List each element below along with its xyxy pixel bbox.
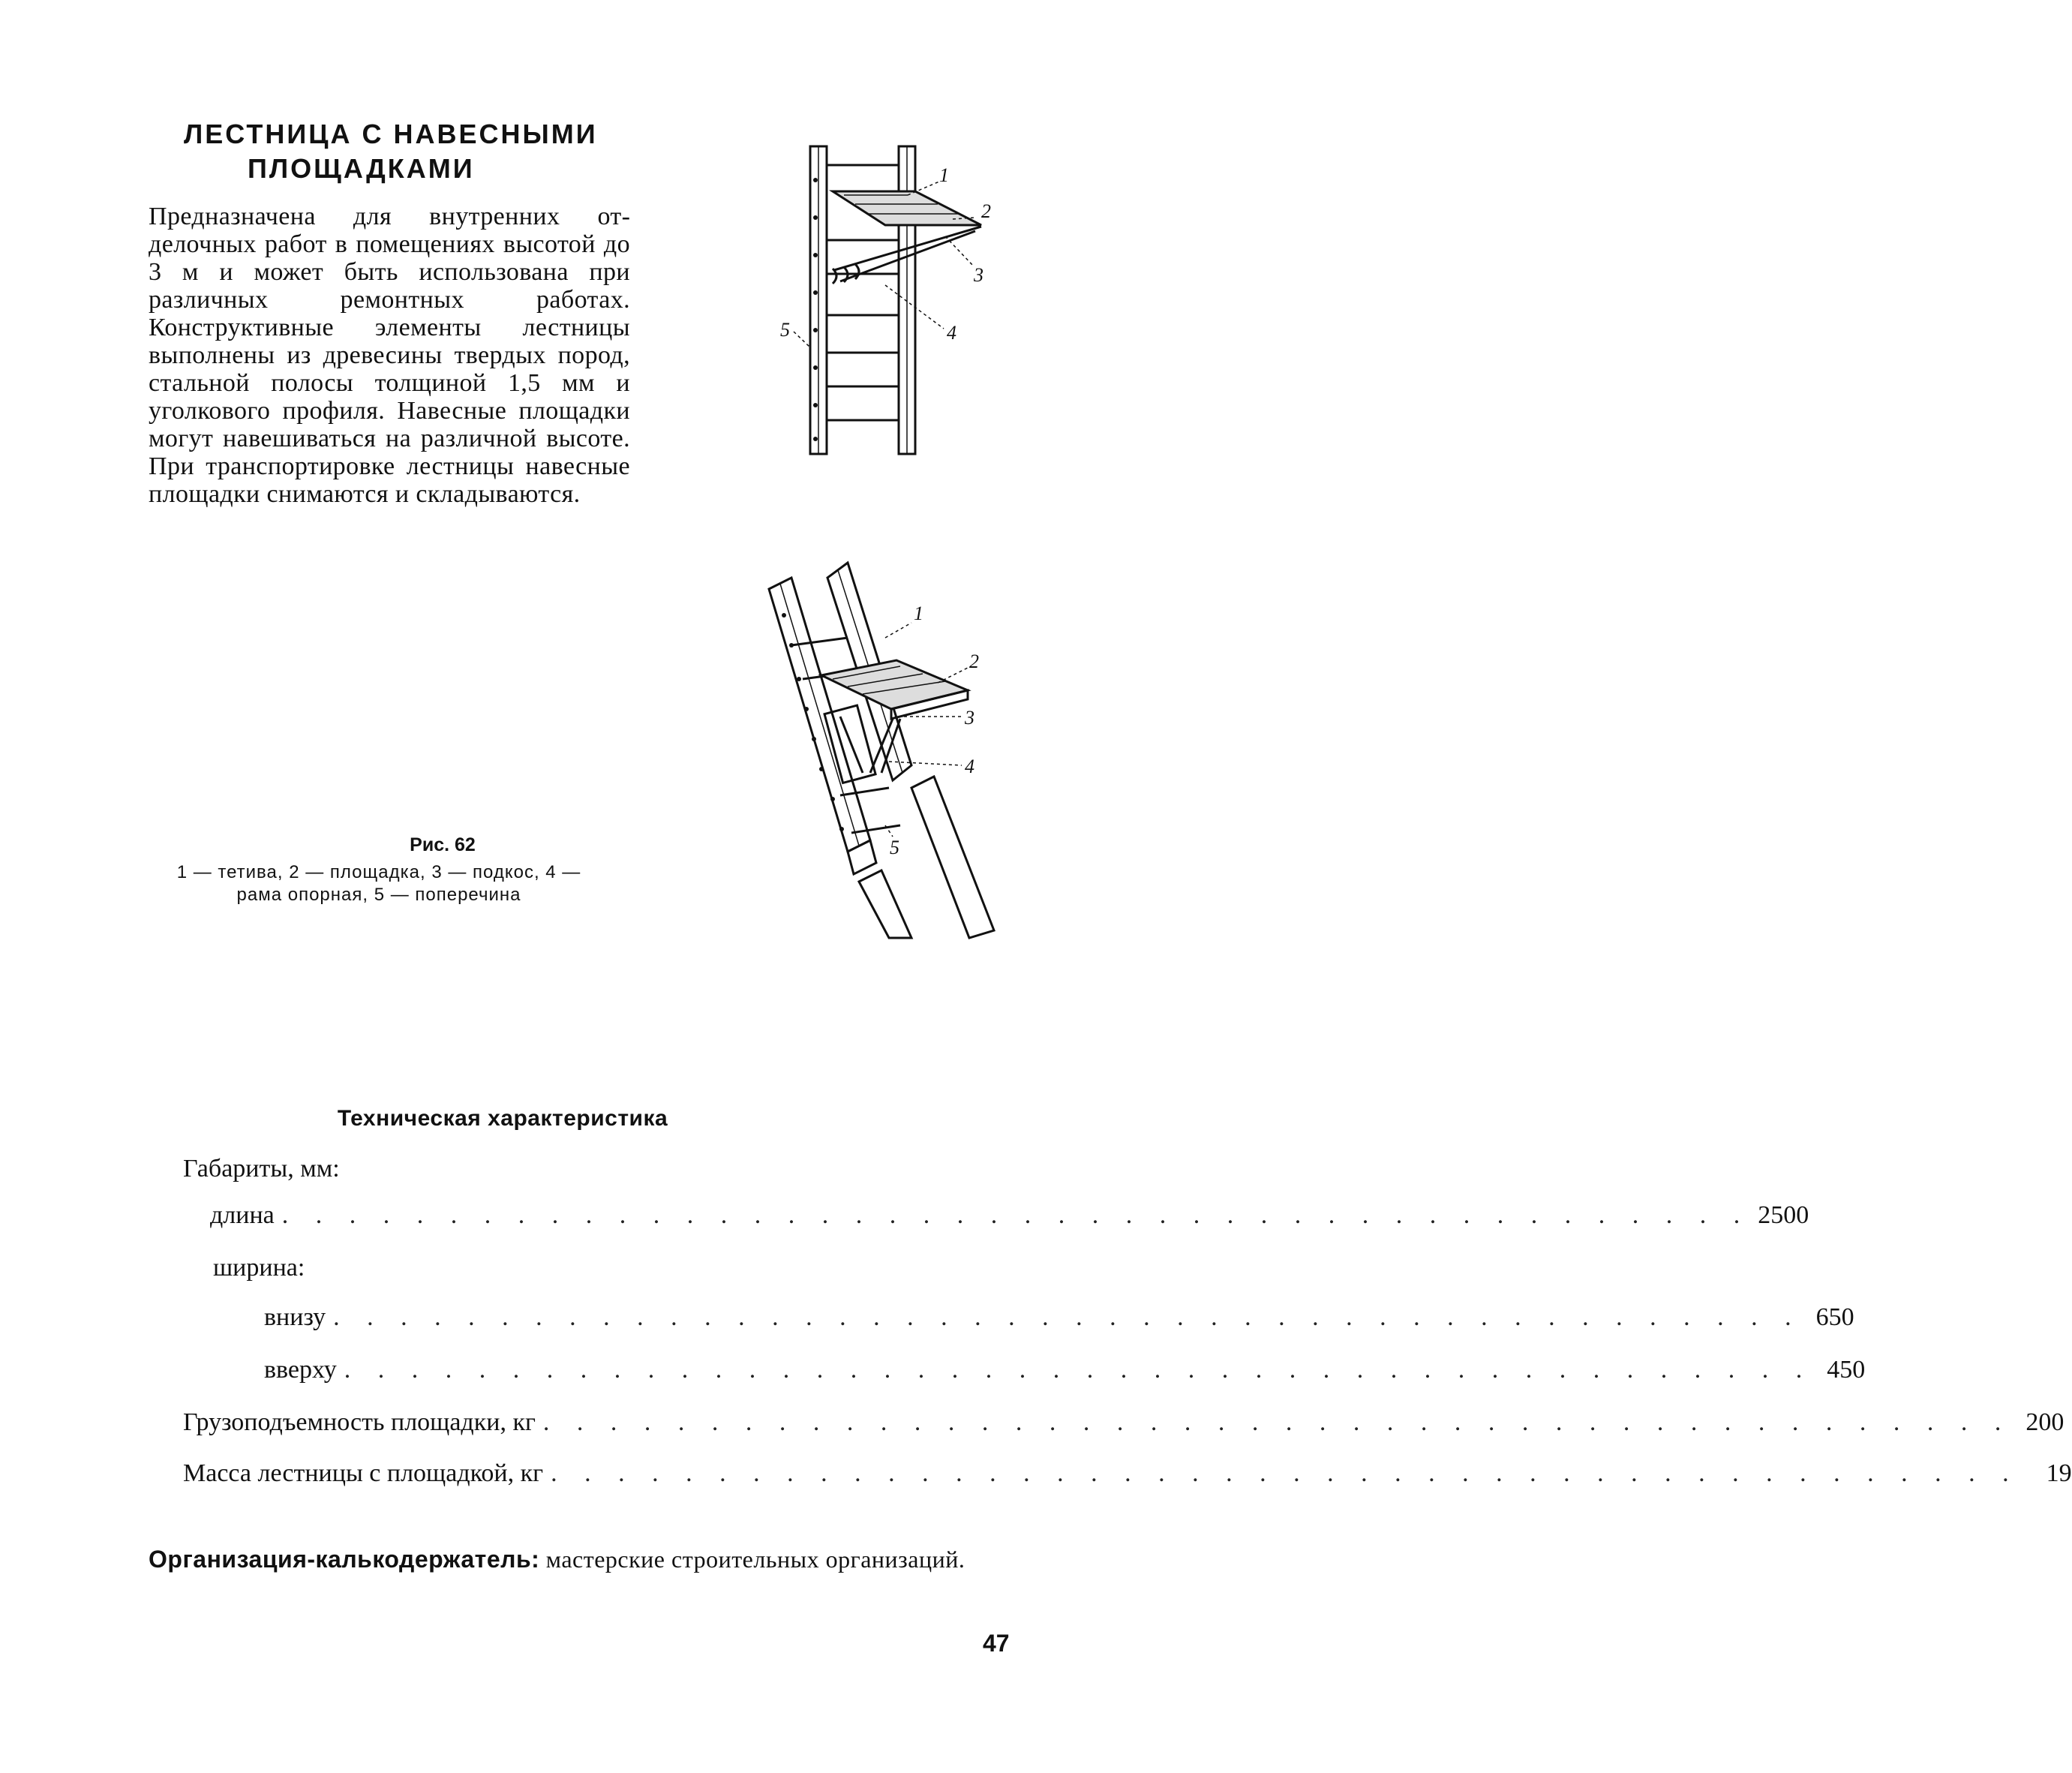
page-number: 47 <box>983 1630 1010 1657</box>
spec-label-width: ширина: <box>213 1254 305 1282</box>
ladder-perspective-illustration <box>750 548 1005 938</box>
leader-dots: . . . . . . . . . . . . . . . . . . . . . . . . . . . . . . . . . . . . . . . . . . . . <box>333 1303 1802 1331</box>
ladder-front-view-illustration <box>773 135 1013 473</box>
leader-dots: . . . . . . . . . . . . . . . . . . . . . . . . . . . . . . . . . . . . . . . . . . . . <box>542 1408 2012 1436</box>
spec-value-length: 2500 <box>1758 1201 1809 1229</box>
leader-dots: . . . . . . . . . . . . . . . . . . . . . . . . . . . . . . . . . . . . . . . . . . . . <box>281 1201 1751 1229</box>
figure-caption-title: Рис. 62 <box>410 834 476 855</box>
spec-label-mass: Масса лестницы с площадкой, кг <box>183 1459 544 1487</box>
spec-label-capacity: Грузоподъемность площадки, кг <box>183 1408 536 1436</box>
leader-dots: . . . . . . . . . . . . . . . . . . . . . . . . . . . . . . . . . . . . . . . . . . . . <box>344 1356 1813 1384</box>
organization-value: мастерские строительных организаций. <box>545 1546 965 1573</box>
callout-1-fig-a: 1 <box>939 164 949 186</box>
spec-label-width-bottom: внизу <box>264 1303 326 1331</box>
figure-caption-legend: 1 — тетива, 2 — площадка, 3 — подкос, 4 — рама опорная, 5 — поперечина <box>176 862 581 905</box>
spec-row-length <box>210 1201 1809 1231</box>
organization-label: Организация-калькодержатель: <box>149 1546 540 1573</box>
callout-2-fig-b: 2 <box>969 651 979 672</box>
section-title-line-2: ПЛОЩАДКАМИ <box>248 153 475 184</box>
callout-4-fig-b: 4 <box>965 756 974 777</box>
spec-value-mass: 19 <box>2046 1459 2072 1487</box>
dimensions-label: Габариты, мм: <box>183 1155 340 1183</box>
callout-5-fig-a: 5 <box>780 319 790 341</box>
callout-5-fig-b: 5 <box>890 837 899 858</box>
spec-value-width-bottom: 650 <box>1815 1303 1854 1331</box>
tech-specs-title: Техническая характеристика <box>337 1106 668 1131</box>
organization-note <box>149 1546 1034 1573</box>
spec-label-length: длина <box>210 1201 275 1229</box>
section-title-line-1: ЛЕСТНИЦА С НАВЕСНЫМИ <box>184 119 598 149</box>
callout-2-fig-a: 2 <box>981 200 991 222</box>
spec-label-width-top: вверху <box>264 1356 337 1384</box>
description-paragraph: Предназначена для внутренних отделочных работ в помещениях высотой до 3 м и может быть использована при различных ремонтных работах. Конструктивные элементы лестницы выполнены из древесины твердых пород, стальной полосы толщиной 1,5 мм и уголкового профиля. Навесные площадки могут навешиваться на различной высоте. При транспортировке лестницы навесные площадки снимаются и складываются. <box>149 203 630 508</box>
spec-row-mass <box>183 1459 2072 1489</box>
spec-value-capacity: 200 <box>2025 1408 2064 1436</box>
leader-dots: . . . . . . . . . . . . . . . . . . . . . . . . . . . . . . . . . . . . . . . . . . . . <box>551 1459 2019 1487</box>
spec-row-width-top <box>264 1355 1866 1385</box>
callout-4-fig-a: 4 <box>947 322 956 344</box>
spec-row-width-bottom <box>264 1303 1854 1333</box>
section-title <box>184 117 604 186</box>
callout-3-fig-a: 3 <box>974 264 983 286</box>
spec-value-width-top: 450 <box>1827 1356 1866 1384</box>
callout-3-fig-b: 3 <box>965 707 974 729</box>
callout-1-fig-b: 1 <box>914 603 923 624</box>
spec-row-capacity <box>183 1408 2064 1438</box>
